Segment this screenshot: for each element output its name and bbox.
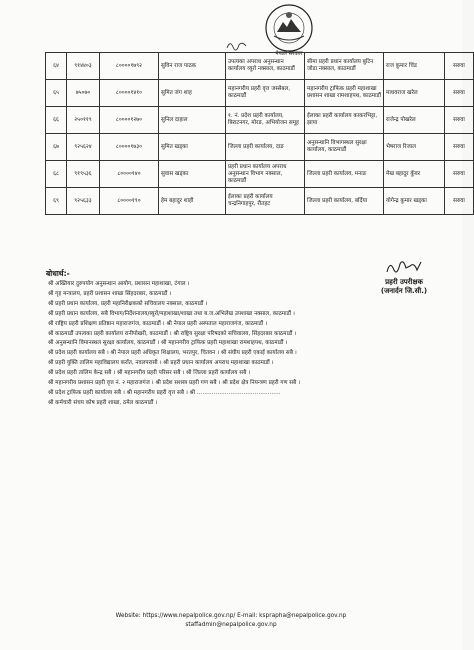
to-office-cell: सीमा प्रहरी प्रधान कार्यालय बुटिन जोडा नक्साल, काठमाडौं [305, 53, 384, 80]
list-item: श्री प्रदेश प्रहरी कार्यालय सबै । श्री नेपाल प्रहरी अधिकृत शिक्षालय, भरतपुर, चितवन । श्री संघीय प्रहरी एकाई कार्यालय सबै । [48, 350, 297, 357]
id-cell: ८००००१७९२ [100, 53, 159, 80]
list-item: श्री अख्तियार दुरुपयोग अनुसन्धान आयोग, प्रशासन महाशाखा, टंगाल । [48, 281, 190, 287]
id-cell: ८००००१९० [100, 188, 159, 215]
list-item: श्री राष्ट्रिय प्रहरी प्रशिक्षण प्रतिष्ठान महाराजगंज, काठमाडौं । श्री नेपाल प्रहरी अस्पताल महाराजगंज, काठमाडौं । [48, 320, 268, 327]
status-cell: सरुवा [445, 188, 474, 215]
number-cell: ९१४४०३ [67, 53, 100, 80]
remarks-cell: राजेन्द्र पोखरेल [384, 107, 445, 134]
list-item: श्री प्रहरी युक्ति तालिम महाविद्यालय कराँत, नवलपरासी । श्री प्रहरी प्रधान कार्यालय अपराध महाशाखा काठमाडौं । [48, 360, 274, 367]
remarks-cell: योगेन्द्र कुमार खड्का [384, 188, 445, 215]
status-cell: सरुवा [445, 161, 474, 188]
footer [0, 612, 462, 630]
table-row [46, 80, 474, 107]
handwritten-signature [384, 256, 424, 278]
to-office-cell: जिल्ला प्रहरी कार्यालय, बर्दिया [305, 188, 384, 215]
serial-cell: ६५ [46, 80, 67, 107]
bodhartha-heading: बोधार्थ:- [46, 269, 70, 278]
from-office-cell: उपत्यका अपराध अनुसन्धान कार्यालय व्युरो नक्साल, काठमाडौं [226, 53, 305, 80]
name-cell: सुमित जंग शाह [159, 80, 226, 107]
from-office-cell: महानगरीय प्रहरी वृत्त जस्सेबल, काठमाडौं [226, 80, 305, 107]
list-item: श्री प्रदेश प्रहरी तालिम केन्द्र सबै । श्री महानगरीय प्रहरी परिसर सबै । श्री जिल्ला प्रहरी कार्यालय सबै । [48, 370, 251, 377]
id-cell: ८००००१४० [100, 161, 159, 188]
remarks-cell: मेख बहादुर कुँवर [384, 161, 445, 188]
list-item: श्री अनुसन्धानि विमानस्थल सुरक्षा कार्यालय, काठमाडौं । श्री महानगरीय ट्राफिक प्रहरी महाशाखा रामशाहपथ, काठमाडौं । [48, 340, 288, 347]
id-cell: ८००००१४१० [100, 80, 159, 107]
number-cell: ९१९५३६ [67, 161, 100, 188]
list-item: श्री प्रदेश ट्राफिक प्रहरी कार्यालय सबै । श्री महानगरीय प्रहरी वृत्त सबै । श्री ……………………………………… [48, 389, 281, 396]
serial-cell: ६७ [46, 134, 67, 161]
name-cell: सुविन राज पाठक [159, 53, 226, 80]
to-office-cell: महानगरीय ट्राफिक प्रहरी महाशाखा प्रशासन शाखा रामशाहपथ, काठमाडौं [305, 80, 384, 107]
from-office-cell: प्रहरी प्रधान कार्यालय अपराध अनुसन्धान विभाग नक्साल, काठमाडौं [226, 161, 305, 188]
id-cell: ८००००१७३० [100, 134, 159, 161]
name-cell: सुनिल दाहाल [159, 107, 226, 134]
to-office-cell: ईलाका प्रहरी कार्यालय काकरभिट्टा, झापा [305, 107, 384, 134]
name-cell: सुवास खड्का [159, 161, 226, 188]
serial-cell: ६९ [46, 188, 67, 215]
table-row [46, 53, 474, 80]
serial-cell: ६८ [46, 161, 67, 188]
list-item: श्री काठमाडौं उपत्यका प्रहरी कार्यालय रानीपोखरी, काठमाडौं । श्री राष्ट्रिय सुरक्षा परिषदको सचिवालय, सिंहदरबार काठमाडौं । [48, 330, 297, 337]
remarks-cell: माधवराज खरेल [384, 80, 445, 107]
id-cell: ८००००१२७० [100, 107, 159, 134]
signatory-title: प्रहरी उपरीक्षक [385, 278, 423, 286]
remarks-cell: राज कुमार चिंड [384, 53, 445, 80]
number-cell: ७५०७० [67, 80, 100, 107]
list-item: श्री प्रहरी प्रधान कार्यालय, प्रहरी महानिरीक्षकको सचिवालय नक्साल, काठमाडौं । [48, 300, 208, 307]
table-row [46, 188, 474, 215]
from-office-cell: ईलाका प्रहरी कार्यालय चन्द्रनिगाहपुर, रौतहट [226, 188, 305, 215]
signature-block [356, 256, 452, 296]
footer-email-line: staffadmin@nepalpolice.gov.np [185, 622, 277, 628]
name-cell: सुमित खड्का [159, 134, 226, 161]
status-cell: सरुवा [445, 80, 474, 107]
list-item: श्री कर्मचारी संचय कोष प्रहरी शाखा, ठमेल काठमाडौं । [48, 399, 158, 406]
list-item: श्री गृह मन्त्रालय, प्रहरी प्रशासन शाखा सिंहदरबार, काठमाडौं । [48, 290, 172, 297]
table-row [46, 107, 474, 134]
transfer-table [45, 52, 474, 215]
to-office-cell: अनुसन्धानि विभागस्थल सुरक्षा कार्यालय, काठमाडौं [305, 134, 384, 161]
status-cell: सरुवा [445, 107, 474, 134]
footer-contact-line: Website: https://www.nepalpolice.gov.np/ E-mail: ksprapha@nepalpolice.gov.np [115, 613, 347, 619]
status-cell: सरुवा [445, 134, 474, 161]
number-cell: २५०११९ [67, 107, 100, 134]
name-cell: हेम बहादुर शाही [159, 188, 226, 215]
from-office-cell: १. नं. प्रदेश प्रहरी कार्यालय, बिराटनगर, मोरङ, अभियोजन समूह [226, 107, 305, 134]
remarks-cell: भेषराज रिजाल [384, 134, 445, 161]
distribution-list [48, 280, 390, 409]
number-cell: ९२५६३३ [67, 188, 100, 215]
from-office-cell: जिल्ला प्रहरी कार्यालय, दाङ [226, 134, 305, 161]
list-item: श्री प्रहरी प्रधान कार्यालय, सबै विभाग/निर्देशनालय/ब्युरो/महाशाखा/शाखा तथा ब.ज.अभिलेख उपशाखा नक्साल, काठमाडौं । [48, 310, 295, 317]
signatory-name: (जनार्दन जि.सी.) [380, 287, 428, 295]
number-cell: ९२५६२४ [67, 134, 100, 161]
to-office-cell: जिल्ला प्रहरी कार्यालय, मनाङ [305, 161, 384, 188]
serial-cell: ६४ [46, 53, 67, 80]
serial-cell: ६६ [46, 107, 67, 134]
table-row [46, 161, 474, 188]
initial-signature [226, 38, 248, 52]
svg-text:नेपाल सरकार: नेपाल सरकार [275, 51, 303, 57]
status-cell: सरुवा [445, 53, 474, 80]
table-row [46, 134, 474, 161]
list-item: श्री महानगरीय प्रशासन प्रहरी वृत्त नं. २ महाराजगंज । श्री प्रदेश सशस्त्र प्रहरी गण सबै । श्री प्रदेश क्षेत्र नियन्त्रण प्रहरी गण सबै । [48, 380, 301, 387]
